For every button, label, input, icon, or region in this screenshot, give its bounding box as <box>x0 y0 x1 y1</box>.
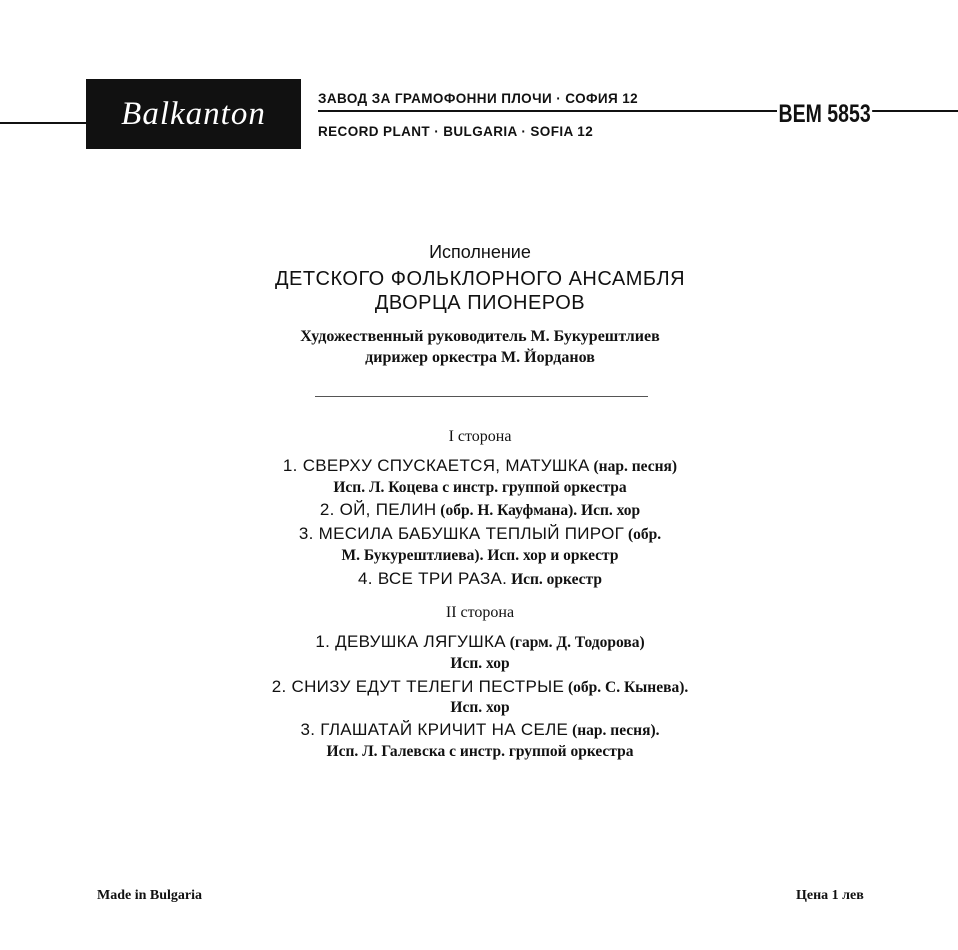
plant-name-bulgarian: ЗАВОД ЗА ГРАМОФОННИ ПЛОЧИ · СОФИЯ 12 <box>318 91 639 106</box>
track-title: 3. МЕСИЛА БАБУШКА ТЕПЛЫЙ ПИРОГ <box>298 524 625 543</box>
track-line <box>180 697 780 717</box>
track-title: 2. ОЙ, ПЕЛИН <box>319 500 437 519</box>
track-note: Исп. Л. Коцева с инстр. группой оркестра <box>333 479 627 496</box>
track-line <box>180 741 780 761</box>
section-divider <box>315 396 648 397</box>
track-line <box>180 569 780 589</box>
track-line <box>180 477 780 497</box>
side1-heading: I сторона <box>448 428 512 445</box>
track-line <box>180 653 780 673</box>
track-note: (нар. песня) <box>589 458 678 475</box>
track-note: М. Букурештлиева). Исп. хор и оркестр <box>341 547 619 564</box>
track-line <box>180 632 780 652</box>
track-note: Исп. хор <box>450 655 510 672</box>
price-label: Цена 1 лев <box>796 888 864 903</box>
track-line <box>180 524 780 544</box>
track-title: 1. ДЕВУШКА ЛЯГУШКА <box>315 632 506 651</box>
ensemble-name-line1: ДЕТСКОГО ФОЛЬКЛОРНОГО АНСАМБЛЯ <box>274 268 686 290</box>
track-note: (обр. Н. Кауфмана). Исп. хор <box>436 502 641 519</box>
track-note: (обр. <box>624 526 662 543</box>
header-rule-left <box>0 122 86 124</box>
track-note: Исп. Л. Галевска с инстр. группой оркестра <box>326 743 634 760</box>
plant-name-english: RECORD PLANT · BULGARIA · SOFIA 12 <box>318 124 594 139</box>
track-line <box>180 456 780 476</box>
track-note: (нар. песня). <box>568 722 660 739</box>
track-title: 2. СНИЗУ ЕДУТ ТЕЛЕГИ ПЕСТРЫЕ <box>271 677 565 696</box>
track-line <box>180 500 780 520</box>
track-line <box>180 545 780 565</box>
track-line <box>180 677 780 697</box>
side2-heading: II сторона <box>445 604 515 621</box>
made-in-label: Made in Bulgaria <box>97 888 203 903</box>
track-note: Исп. хор <box>450 699 510 716</box>
balkanton-logo: Balkanton <box>86 79 301 149</box>
artistic-director: Художественный руководитель М. Букурештлиев <box>300 328 660 345</box>
ensemble-name-line2: ДВОРЦА ПИОНЕРОВ <box>374 292 586 314</box>
orchestra-conductor: дирижер оркестра М. Йорданов <box>365 349 595 366</box>
performance-intro: Исполнение <box>429 242 531 262</box>
track-note: Исп. оркестр <box>507 571 602 588</box>
track-title: 4. ВСЕ ТРИ РАЗА. <box>358 569 508 588</box>
track-note: (обр. С. Кынева). <box>564 679 689 696</box>
track-note: (гарм. Д. Тодорова) <box>505 634 645 651</box>
track-line <box>180 720 780 740</box>
track-title: 1. СВЕРХУ СПУСКАЕТСЯ, МАТУШКА <box>282 456 590 475</box>
track-title: 3. ГЛАШАТАЙ КРИЧИТ НА СЕЛЕ <box>300 720 569 739</box>
catalog-number: ВЕМ 5853 <box>778 100 871 128</box>
